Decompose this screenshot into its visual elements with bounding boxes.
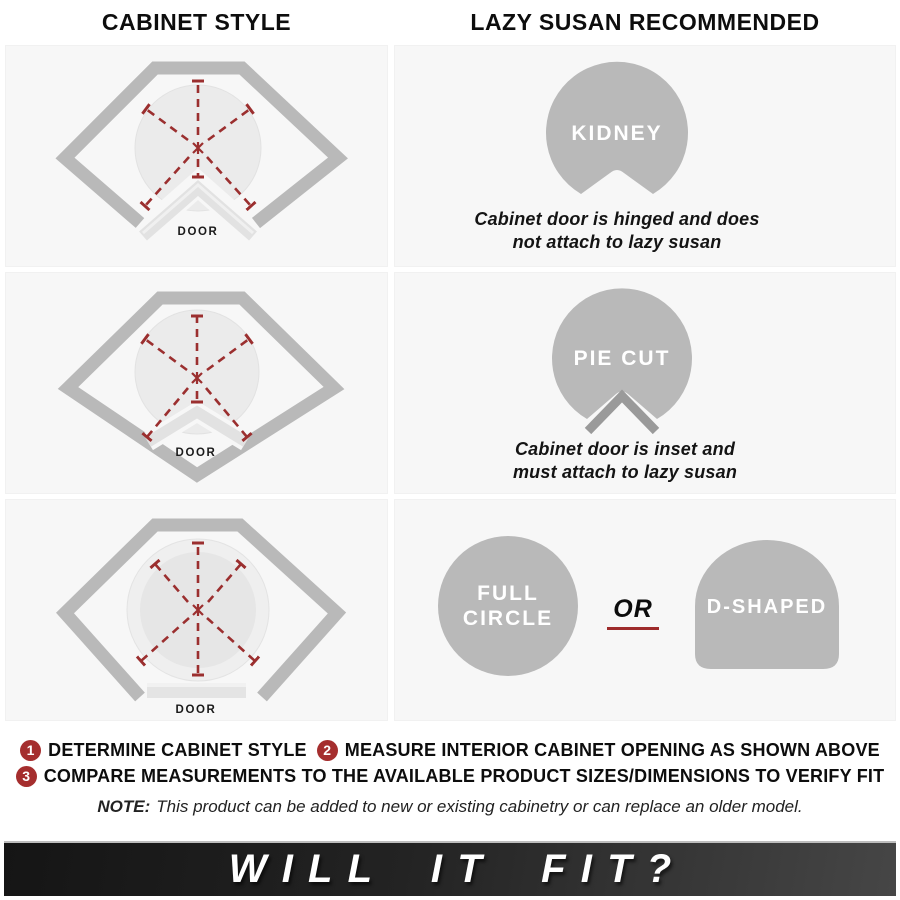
step-2: [317, 740, 880, 761]
step-2-text: MEASURE INTERIOR CABINET OPENING AS SHOWN ABOVE: [344, 739, 880, 760]
full-circle-label-line2: CIRCLE: [462, 607, 554, 630]
instructions-line-2: [0, 763, 900, 789]
pie-cut-caption-line2: must attach to lazy susan: [512, 462, 738, 482]
instructions-section: [0, 735, 900, 817]
step-1-badge: 1: [20, 740, 41, 761]
cabinet-diagram-hinged-door-panel: [5, 45, 388, 267]
step-1-text: DETERMINE CABINET STYLE: [48, 739, 307, 760]
full-circle-shape: [438, 536, 578, 676]
instructions-line-1: [0, 737, 900, 763]
full-circle-or-d-shaped-panel: [394, 499, 896, 721]
flat-door-cabinet-diagram: [5, 499, 388, 721]
kidney-caption-line1: Cabinet door is hinged and does: [474, 209, 760, 229]
door-label: DOOR: [177, 226, 219, 238]
cabinet-diagram-flat-door-panel: [5, 499, 388, 721]
kidney-recommendation-panel: [394, 45, 896, 267]
d-shaped-label: D-SHAPED: [706, 596, 828, 618]
or-label: OR: [607, 595, 659, 630]
kidney-caption-line2: not attach to lazy susan: [512, 232, 722, 252]
door-label: DOOR: [175, 704, 217, 716]
kidney-caption: [394, 208, 840, 254]
step-3-text: COMPARE MEASUREMENTS TO THE AVAILABLE PRODUCT SIZES/DIMENSIONS TO VERIFY FIT: [43, 765, 885, 786]
lazy-susan-header: LAZY SUSAN RECOMMENDED: [470, 9, 820, 35]
note-text: This product can be added to new or existing cabinetry or can replace an older model.: [156, 797, 803, 816]
inset-door-cabinet-diagram: [5, 272, 388, 494]
note-line: [0, 797, 900, 817]
pie-cut-recommendation-panel: [394, 272, 896, 494]
will-it-fit-banner: [4, 841, 896, 896]
cabinet-style-header: CABINET STYLE: [101, 9, 292, 35]
pie-cut-label: PIE CUT: [573, 347, 671, 370]
full-circle-label-line1: FULL: [477, 582, 539, 605]
step-3: [16, 766, 885, 787]
step-2-badge: 2: [317, 740, 338, 761]
pie-cut-caption-line1: Cabinet door is inset and: [514, 439, 736, 459]
note-label: NOTE:: [97, 797, 151, 816]
cabinet-diagram-inset-door-panel: [5, 272, 388, 494]
door-label: DOOR: [175, 447, 217, 459]
hinged-door-cabinet-diagram: [5, 45, 388, 267]
kidney-label: KIDNEY: [571, 122, 663, 145]
door-highlight: [147, 683, 246, 687]
banner-title: WILL IT FIT?: [228, 847, 687, 891]
step-3-badge: 3: [16, 766, 37, 787]
pie-cut-caption: [394, 438, 856, 484]
step-1: [20, 740, 307, 761]
